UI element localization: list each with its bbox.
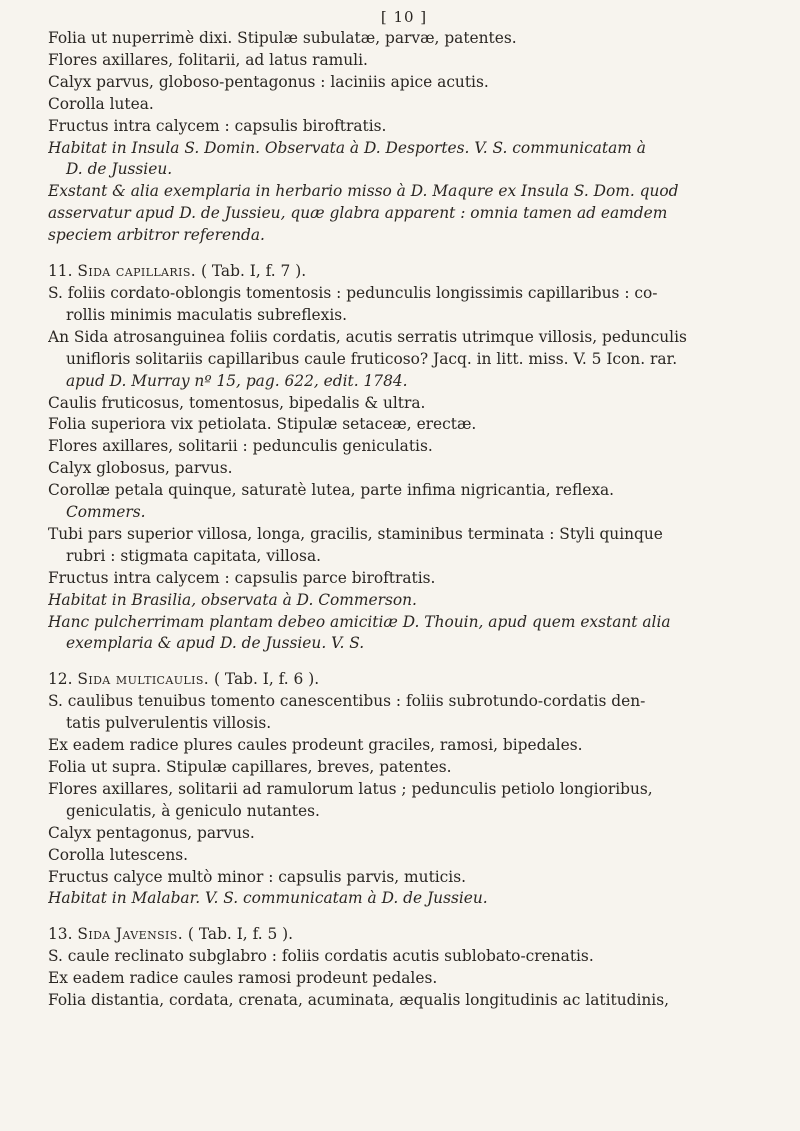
- text-line: Calyx globosus, parvus.: [48, 459, 233, 478]
- plate-reference: ( Tab. I, f. 6 ).: [213, 670, 320, 689]
- text-line: Calyx pentagonus, parvus.: [48, 823, 255, 842]
- text-line: Folia distantia, cordata, crenata, acuminata, æqualis longitudinis ac latitudinis,: [48, 991, 670, 1010]
- text-line: Ex eadem radice caules ramosi prodeunt pedales.: [48, 969, 438, 988]
- text-line: Folia ut nuperrimè dixi. Stipulæ subulatæ, parvæ, patentes.: [48, 29, 517, 47]
- habitat-line: asservatur apud D. de Jussieu, quæ glabra apparent : omnia tamen ad eamdem: [48, 204, 668, 223]
- text-line: An Sida atrosanguinea foliis cordatis, acutis serratis utrimque villosis, pedunculis: [48, 327, 687, 346]
- habitat-line: exemplaria & apud D. de Jussieu. V. S.: [66, 634, 365, 653]
- text-line: Folia superiora vix petiolata. Stipulæ setaceæ, erectæ.: [48, 415, 477, 434]
- text-line: Fructus intra calycem : capsulis biroftratis.: [48, 116, 387, 135]
- species-number: 13.: [48, 925, 73, 944]
- habitat-line: Hanc pulcherrimam plantam debeo amicitiæ D. Thouin, apud quem exstant alia: [48, 612, 671, 631]
- page-number: [ 10 ]: [380, 8, 428, 26]
- species-heading: [48, 669, 760, 691]
- text-line: S. caule reclinato subglabro : foliis cordatis acutis sublobato-crenatis.: [48, 947, 594, 966]
- text-line: Caulis fruticosus, tomentosus, bipedalis & ultra.: [48, 393, 426, 412]
- habitat-line: Exstant & alia exemplaria in herbario misso à D. Maqure ex Insula S. Dom. quod: [48, 182, 679, 201]
- text-line: tatis pulverulentis villosis.: [66, 714, 272, 733]
- text-line: rollis minimis maculatis subreflexis.: [66, 305, 348, 324]
- habitat-line: Habitat in Insula S. Domin. Observata à D. Desportes. V. S. communicatam à: [48, 138, 646, 157]
- text-line: Fructus calyce multò minor : capsulis parvis, muticis.: [48, 867, 467, 886]
- text-line: Corolla lutea.: [48, 94, 154, 113]
- text-line: Corolla lutescens.: [48, 845, 189, 864]
- text-line: S. foliis cordato-oblongis tomentosis : pedunculis longissimis capillaribus : co-: [48, 283, 658, 302]
- text-line: Folia ut supra. Stipulæ capillares, breves, patentes.: [48, 758, 452, 776]
- text-line: unifloris solitariis capillaribus caule fruticoso? Jacq. in litt. miss. V. 5 Icon. rar.: [66, 349, 678, 368]
- text-line: Tubi pars superior villosa, longa, gracilis, staminibus terminata : Styli quinque: [48, 524, 663, 543]
- text-line: Corollæ petala quinque, saturatè lutea, parte infima nigricantia, reflexa.: [48, 481, 615, 500]
- plate-reference: ( Tab. I, f. 7 ).: [200, 262, 307, 281]
- species-number: 12.: [48, 670, 73, 689]
- habitat-line: Habitat in Malabar. V. S. communicatam à D. de Jussieu.: [48, 889, 488, 908]
- text-line: geniculatis, à geniculo nutantes.: [66, 801, 320, 820]
- text-line: rubri : stigmata capitata, villosa.: [66, 546, 322, 565]
- text-line: Calyx parvus, globoso-pentagonus : laciniis apice acutis.: [48, 72, 489, 91]
- text-line: Commers.: [66, 503, 146, 522]
- plate-reference: ( Tab. I, f. 5 ).: [187, 925, 294, 944]
- text-line: Fructus intra calycem : capsulis parce biroftratis.: [48, 568, 436, 587]
- text-line: Flores axillares, folitarii, ad latus ramuli.: [48, 50, 368, 69]
- text-line: apud D. Murray nº 15, pag. 622, edit. 1784.: [66, 371, 408, 390]
- species-name: Sida Javensis.: [77, 925, 184, 944]
- text-line: Ex eadem radice plures caules prodeunt graciles, ramosi, bipedales.: [48, 736, 583, 755]
- habitat-line: D. de Jussieu.: [66, 160, 173, 179]
- species-heading: [48, 924, 760, 946]
- text-line: Flores axillares, solitarii ad ramulorum latus ; pedunculis petiolo longioribus,: [48, 779, 653, 798]
- species-heading: [48, 261, 760, 283]
- species-name: Sida multicaulis.: [77, 670, 210, 689]
- text-line: S. caulibus tenuibus tomento canescentibus : foliis subrotundo-cordatis den-: [48, 692, 646, 711]
- habitat-line: Habitat in Brasilia, observata à D. Commerson.: [48, 590, 417, 609]
- species-number: 11.: [48, 262, 73, 281]
- species-name: Sida capillaris.: [77, 262, 197, 281]
- habitat-line: speciem arbitror referenda.: [48, 226, 265, 245]
- text-line: Flores axillares, solitarii : pedunculis geniculatis.: [48, 437, 433, 456]
